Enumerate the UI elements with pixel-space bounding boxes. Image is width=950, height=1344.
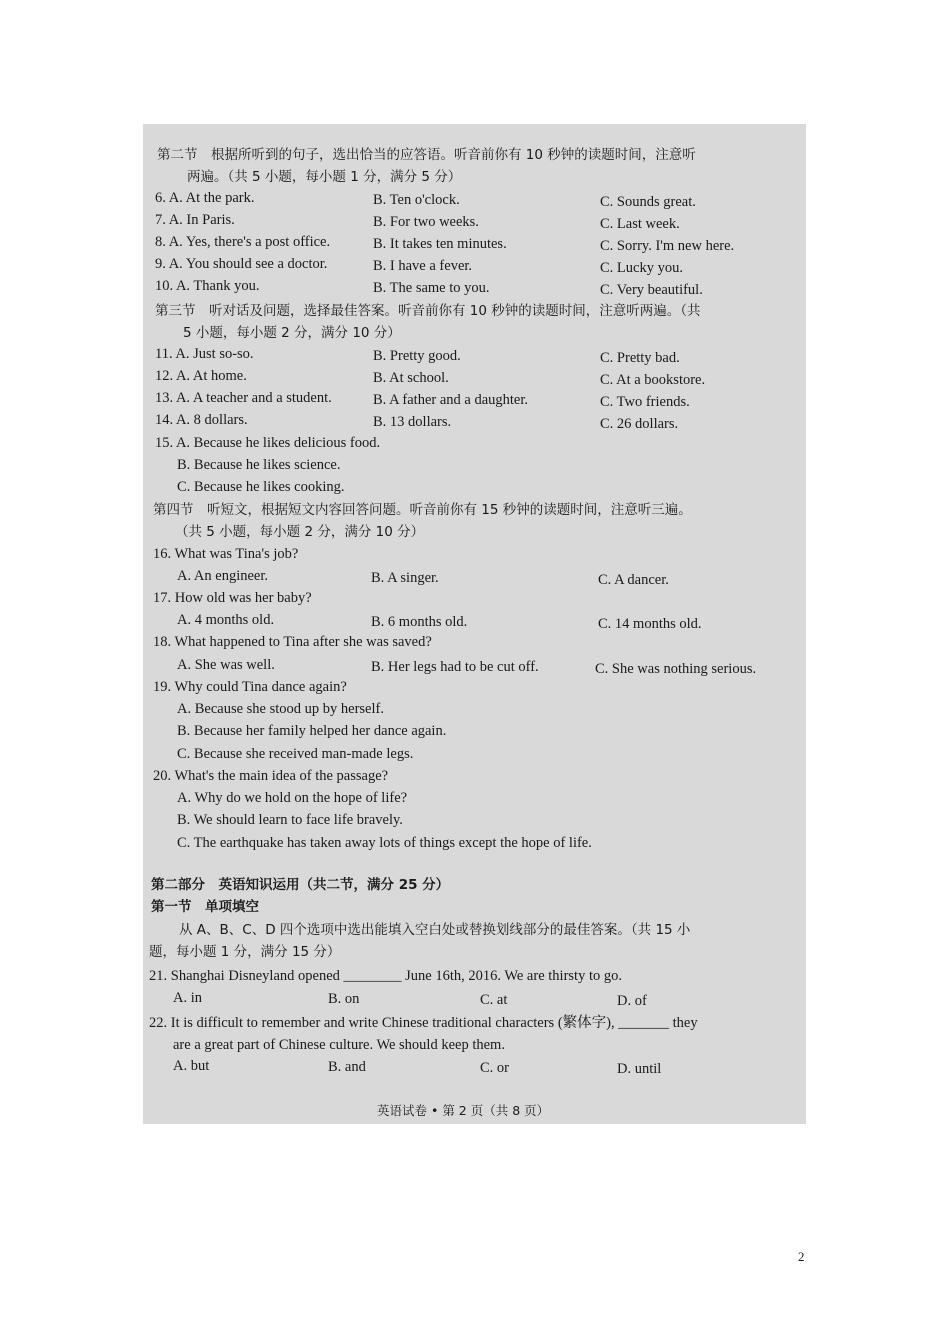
q20-option-a: A. Why do we hold on the hope of life? — [177, 790, 408, 806]
q10-option-c: C. Very beautiful. — [600, 282, 703, 298]
q9-option-c: C. Lucky you. — [600, 260, 683, 276]
q12-option-a: 12. A. At home. — [155, 368, 247, 384]
scanned-exam-page — [143, 124, 806, 1124]
q10-option-a: 10. A. Thank you. — [155, 278, 260, 294]
q10-option-b: B. The same to you. — [373, 280, 490, 296]
part-2-instructions: 从 A、B、C、D 四个选项中选出能填入空白处或替换划线部分的最佳答案。（共 15 小 — [179, 922, 691, 938]
q22-option-b: B. and — [328, 1059, 366, 1075]
q6-option-c: C. Sounds great. — [600, 194, 696, 210]
q6-option-b: B. Ten o'clock. — [373, 192, 460, 208]
q14-option-c: C. 26 dollars. — [600, 416, 679, 432]
section-2-title: 第二节 根据所听到的句子，选出恰当的应答语。听音前你有 10 秒钟的读题时间，注意听 — [157, 147, 696, 163]
q21-option-d: D. of — [617, 993, 647, 1009]
q7-option-c: C. Last week. — [600, 216, 680, 232]
q19-option-b: B. Because her family helped her dance again. — [177, 723, 447, 739]
q8-option-a: 8. A. Yes, there's a post office. — [155, 234, 331, 250]
q7-option-b: B. For two weeks. — [373, 214, 479, 230]
q18-option-c: C. She was nothing serious. — [595, 661, 757, 677]
part-2-title: 第二部分 英语知识运用（共二节，满分 25 分） — [151, 877, 450, 893]
q13-option-c: C. Two friends. — [600, 394, 690, 410]
q15-option-c: C. Because he likes cooking. — [177, 479, 345, 495]
q14-option-a: 14. A. 8 dollars. — [155, 412, 248, 428]
q12-option-b: B. At school. — [373, 370, 449, 386]
q16-option-c: C. A dancer. — [598, 572, 669, 588]
page-footer: 英语试卷 • 第 2 页（共 8 页） — [377, 1103, 550, 1118]
q14-option-b: B. 13 dollars. — [373, 414, 452, 430]
q21-option-c: C. at — [480, 992, 508, 1008]
q21-option-b: B. on — [328, 991, 360, 1007]
q20-option-c: C. The earthquake has taken away lots of things except the hope of life. — [177, 835, 592, 851]
q12-option-c: C. At a bookstore. — [600, 372, 706, 388]
section-3-title-cont: 5 小题，每小题 2 分，满分 10 分） — [183, 325, 401, 341]
q22-question-cont: are a great part of Chinese culture. We should keep them. — [173, 1037, 505, 1053]
q7-option-a: 7. A. In Paris. — [155, 212, 235, 228]
q16-option-a: A. An engineer. — [177, 568, 269, 584]
q11-option-b: B. Pretty good. — [373, 348, 461, 364]
q13-option-b: B. A father and a daughter. — [373, 392, 529, 408]
q18-option-a: A. She was well. — [177, 657, 275, 673]
section-4-title: 第四节 听短文，根据短文内容回答问题。听音前你有 15 秒钟的读题时间，注意听三遍。 — [153, 502, 692, 518]
q22-option-c: C. or — [480, 1060, 509, 1076]
q19-option-c: C. Because she received man-made legs. — [177, 746, 414, 762]
q11-option-c: C. Pretty bad. — [600, 350, 680, 366]
q22-option-a: A. but — [173, 1058, 210, 1074]
q13-option-a: 13. A. A teacher and a student. — [155, 390, 332, 406]
q22-option-d: D. until — [617, 1061, 662, 1077]
q6-option-a: 6. A. At the park. — [155, 190, 255, 206]
q16-option-b: B. A singer. — [371, 570, 439, 586]
q18-question: 18. What happened to Tina after she was saved? — [153, 634, 432, 650]
q17-question: 17. How old was her baby? — [153, 590, 312, 606]
q11-option-a: 11. A. Just so-so. — [155, 346, 254, 362]
q15-option-b: B. Because he likes science. — [177, 457, 341, 473]
q17-option-a: A. 4 months old. — [177, 612, 275, 628]
q22-question: 22. It is difficult to remember and write Chinese traditional characters (繁体字), _______ they — [149, 1015, 698, 1031]
page-number: 2 — [798, 1249, 805, 1264]
q19-option-a: A. Because she stood up by herself. — [177, 701, 384, 717]
q9-option-b: B. I have a fever. — [373, 258, 473, 274]
q17-option-b: B. 6 months old. — [371, 614, 468, 630]
part-2-section-1-title: 第一节 单项填空 — [151, 899, 259, 915]
section-3-title: 第三节 听对话及问题，选择最佳答案。听音前你有 10 秒钟的读题时间，注意听两遍。（共 — [155, 303, 701, 319]
q17-option-c: C. 14 months old. — [598, 616, 702, 632]
q8-option-b: B. It takes ten minutes. — [373, 236, 507, 252]
q21-question: 21. Shanghai Disneyland opened ________ June 16th, 2016. We are thirsty to go. — [149, 968, 622, 984]
q9-option-a: 9. A. You should see a doctor. — [155, 256, 328, 272]
section-4-title-cont: （共 5 小题，每小题 2 分，满分 10 分） — [175, 524, 425, 540]
q16-question: 16. What was Tina's job? — [153, 546, 299, 562]
q19-question: 19. Why could Tina dance again? — [153, 679, 347, 695]
q8-option-c: C. Sorry. I'm new here. — [600, 238, 735, 254]
section-2-title-cont: 两遍。（共 5 小题，每小题 1 分，满分 5 分） — [187, 169, 462, 185]
q15-option-a: 15. A. Because he likes delicious food. — [155, 435, 381, 451]
part-2-instructions-cont: 题，每小题 1 分，满分 15 分） — [149, 944, 341, 960]
q20-question: 20. What's the main idea of the passage? — [153, 768, 389, 784]
q21-option-a: A. in — [173, 990, 202, 1006]
q18-option-b: B. Her legs had to be cut off. — [371, 659, 539, 675]
q20-option-b: B. We should learn to face life bravely. — [177, 812, 403, 828]
